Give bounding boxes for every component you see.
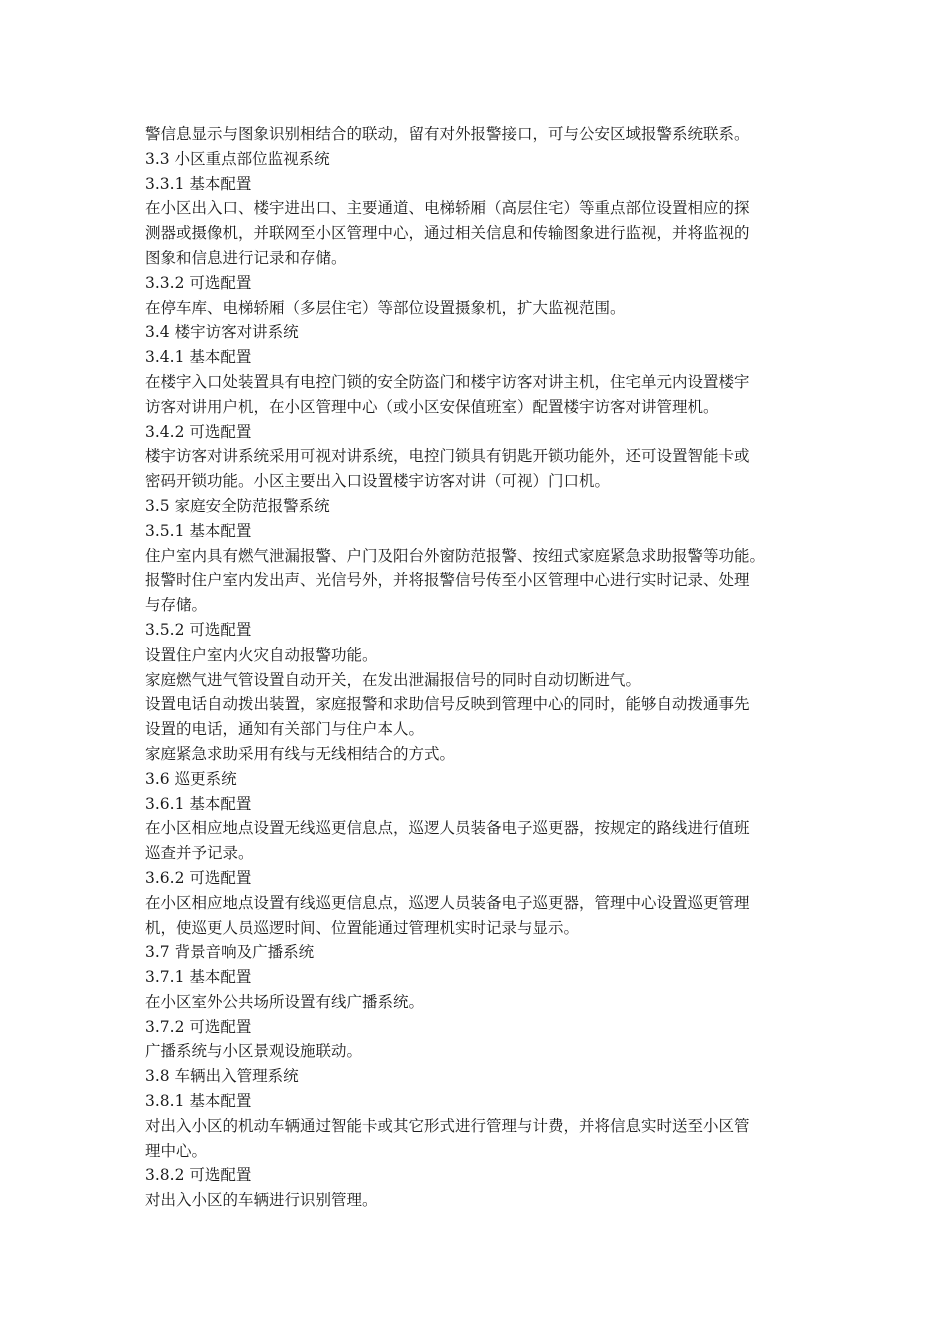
text-line: 广播系统与小区景观设施联动。	[145, 1042, 363, 1061]
document-body	[145, 122, 815, 1213]
text-line: 设置住户室内火灾自动报警功能。	[145, 645, 378, 664]
text-line: 在楼宇入口处装置具有电控门锁的安全防盗门和楼宇访客对讲主机，住宅单元内设置楼宇	[145, 372, 750, 391]
section-heading: 3.6 巡更系统	[145, 769, 237, 788]
subsection-heading: 3.7.1 基本配置	[145, 968, 252, 987]
text-line: 设置的电话，通知有关部门与住户本人。	[145, 720, 425, 739]
subsection-heading: 3.7.2 可选配置	[145, 1017, 252, 1036]
text-line: 与存储。	[145, 596, 208, 615]
subsection-heading: 3.4.2 可选配置	[145, 422, 252, 441]
text-line: 报警时住户室内发出声、光信号外，并将报警信号传至小区管理中心进行实时记录、处理	[145, 571, 750, 590]
subsection-heading: 3.5.2 可选配置	[145, 620, 252, 639]
text-line: 在小区室外公共场所设置有线广播系统。	[145, 992, 425, 1011]
subsection-heading: 3.8.1 基本配置	[145, 1092, 252, 1111]
subsection-heading: 3.8.2 可选配置	[145, 1166, 252, 1185]
text-line: 图象和信息进行记录和存储。	[145, 248, 347, 267]
text-line: 在小区相应地点设置无线巡更信息点，巡逻人员装备电子巡更器，按规定的路线进行值班	[145, 819, 750, 838]
text-line: 对出入小区的车辆进行识别管理。	[145, 1191, 378, 1210]
text-line: 住户室内具有燃气泄漏报警、户门及阳台外窗防范报警、按纽式家庭紧急求助报警等功能。	[145, 546, 766, 565]
text-line: 楼宇访客对讲系统采用可视对讲系统，电控门锁具有钥匙开锁功能外，还可设置智能卡或	[145, 447, 750, 466]
section-heading: 3.3 小区重点部位监视系统	[145, 149, 330, 168]
text-line: 机，使巡更人员巡逻时间、位置能通过管理机实时记录与显示。	[145, 918, 580, 937]
text-line: 警信息显示与图象识别相结合的联动，留有对外报警接口，可与公安区域报警系统联系。	[145, 125, 750, 143]
section-heading: 3.4 楼宇访客对讲系统	[145, 323, 299, 342]
text-line: 对出入小区的机动车辆通过智能卡或其它形式进行管理与计费，并将信息实时送至小区管	[145, 1116, 750, 1135]
text-line: 设置电话自动拨出装置，家庭报警和求助信号反映到管理中心的同时，能够自动拨通事先	[145, 695, 750, 714]
subsection-heading: 3.5.1 基本配置	[145, 521, 252, 540]
section-heading: 3.5 家庭安全防范报警系统	[145, 496, 330, 515]
section-heading: 3.7 背景音响及广播系统	[145, 943, 315, 962]
text-line: 在小区相应地点设置有线巡更信息点，巡逻人员装备电子巡更器，管理中心设置巡更管理	[145, 893, 750, 912]
text-line: 在小区出入口、楼宇进出口、主要通道、电梯轿厢（高层住宅）等重点部位设置相应的探	[145, 199, 750, 218]
subsection-heading: 3.3.2 可选配置	[145, 273, 252, 292]
text-line: 访客对讲用户机，在小区管理中心（或小区安保值班室）配置楼宇访客对讲管理机。	[145, 397, 719, 416]
text-line: 理中心。	[145, 1141, 208, 1160]
text-line: 家庭燃气进气管设置自动开关，在发出泄漏报信号的同时自动切断进气。	[145, 670, 642, 689]
subsection-heading: 3.4.1 基本配置	[145, 348, 252, 367]
subsection-heading: 3.3.1 基本配置	[145, 174, 252, 193]
subsection-heading: 3.6.2 可选配置	[145, 868, 252, 887]
text-line: 密码开锁功能。小区主要出入口设置楼宇访客对讲（可视）门口机。	[145, 472, 611, 491]
section-heading: 3.8 车辆出入管理系统	[145, 1067, 299, 1086]
text-line: 测器或摄像机，并联网至小区管理中心，通过相关信息和传输图象进行监视，并将监视的	[145, 224, 750, 243]
text-line: 巡查并予记录。	[145, 844, 254, 863]
subsection-heading: 3.6.1 基本配置	[145, 794, 252, 813]
text-line: 家庭紧急求助采用有线与无线相结合的方式。	[145, 744, 456, 763]
text-line: 在停车库、电梯轿厢（多层住宅）等部位设置摄象机，扩大监视范围。	[145, 298, 626, 317]
